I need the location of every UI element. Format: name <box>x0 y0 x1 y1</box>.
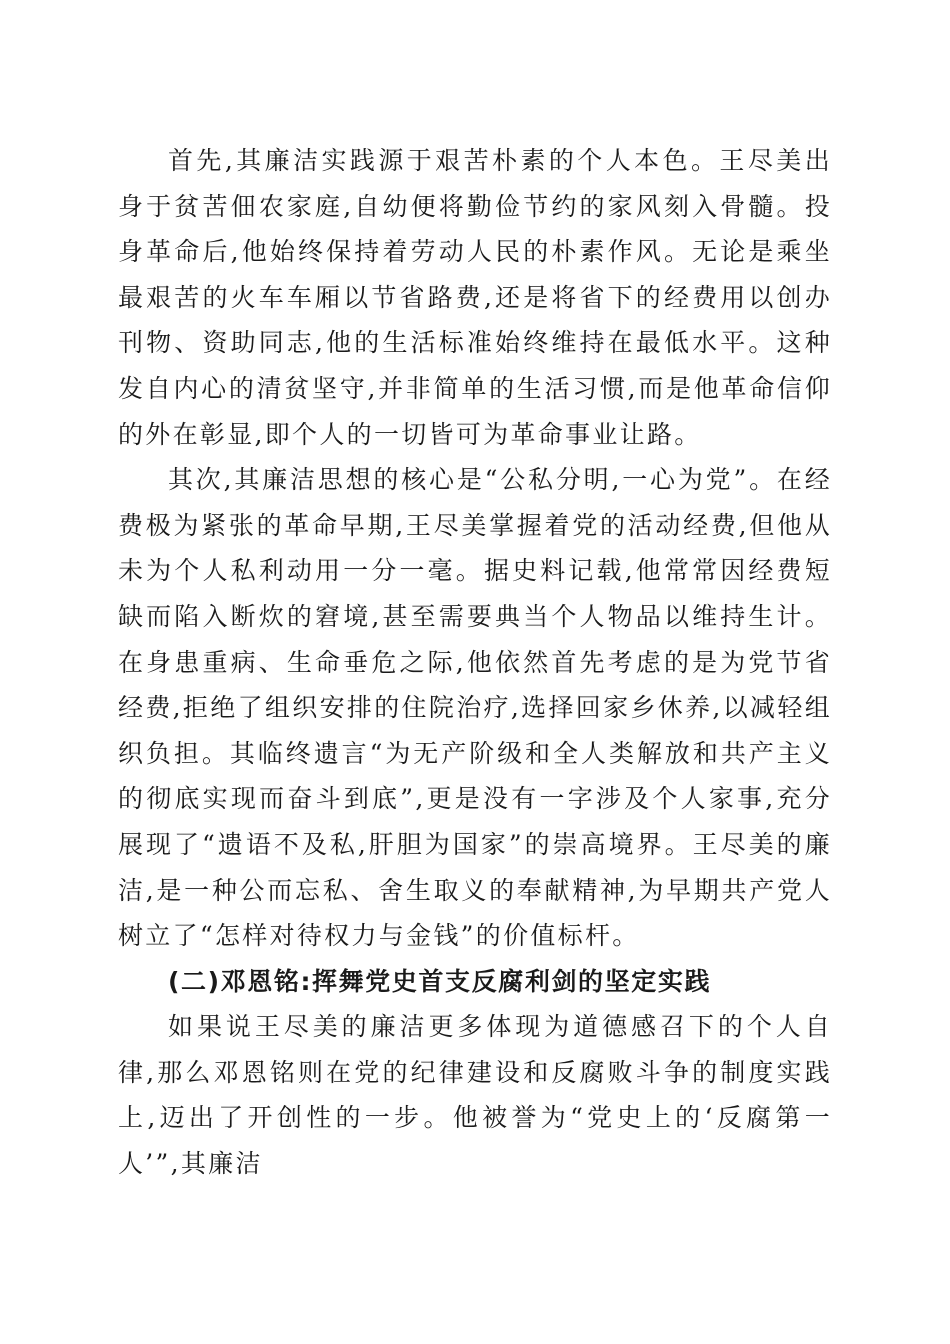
paragraph-public-private: 其次,其廉洁思想的核心是“公私分明,一心为党”。在经费极为紧张的革命早期,王尽美掌握着党的活动经费,但他从未为个人私利动用一分一毫。据史料记载,他常常因经费短缺而陷入断炊的窘境,甚至需要典当个人物品以维持生计。在身患重病、生命垂危之际,他依然首先考虑的是为党节省经费,拒绝了组织安排的住院治疗,选择回家乡休养,以减轻组织负担。其临终遗言“为无产阶级和全人类解放和共产主义的彻底实现而奋斗到底”,更是没有一字涉及个人家事,充分展现了“遗语不及私,肝胆为国家”的崇高境界。王尽美的廉洁,是一种公而忘私、舍生取义的奉献精神,为早期共产党人树立了“怎样对待权力与金钱”的价值标杆。 <box>118 465 832 951</box>
document-body <box>118 138 832 1187</box>
paragraph-deng-enming: 如果说王尽美的廉洁更多体现为道德感召下的个人自律,那么邓恩铭则在党的纪律建设和反腐败斗争的制度实践上,迈出了开创性的一步。他被誉为“党史上的‘反腐第一人’”,其廉洁 <box>118 1012 832 1179</box>
paragraph-austerity: 首先,其廉洁实践源于艰苦朴素的个人本色。王尽美出身于贫苦佃农家庭,自幼便将勤俭节约的家风刻入骨髓。投身革命后,他始终保持着劳动人民的朴素作风。无论是乘坐最艰苦的火车车厢以节省路费,还是将省下的经费用以创办刊物、资助同志,他的生活标准始终维持在最低水平。这种发自内心的清贫坚守,并非简单的生活习惯,而是他革命信仰的外在彰显,即个人的一切皆可为革命事业让路。 <box>118 146 832 449</box>
section-subheading: (二)邓恩铭:挥舞党史首支反腐利剑的坚定实践 <box>168 966 712 996</box>
